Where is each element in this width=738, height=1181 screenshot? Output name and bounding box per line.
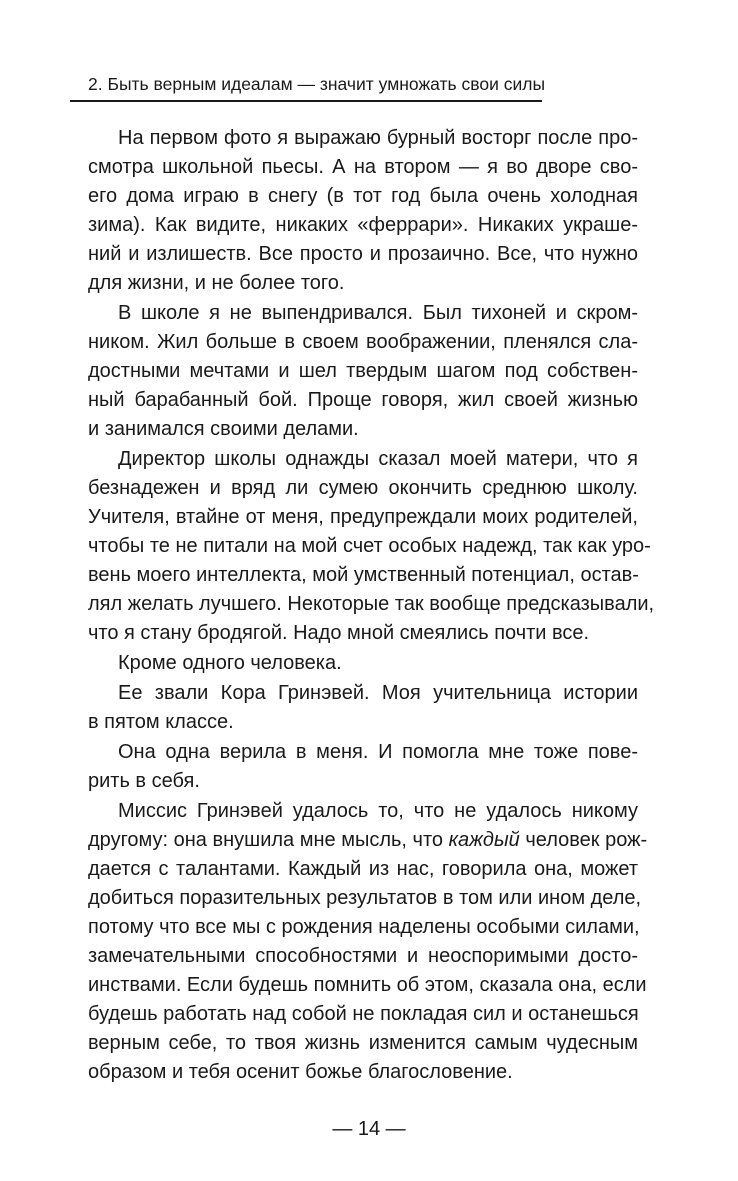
text-line: для жизни, и не более того. (88, 272, 345, 294)
text-line: Миссис Гринэвей удалось то, что не удалось никому (118, 800, 638, 822)
text-line: будешь работать над собой не покладая сил и останешься (88, 1003, 639, 1025)
paragraph (88, 679, 638, 737)
text-line: ником. Жил больше в своем воображении, пленялся сла- (88, 331, 638, 353)
text-line: что я стану бродягой. Надо мной смеялись почти все. (88, 622, 590, 644)
paragraph (88, 124, 638, 298)
text-line: вень моего интеллекта, мой умственный потенциал, остав- (88, 564, 639, 586)
text-line: инствами. Если будешь помнить об этом, сказала она, если (88, 974, 647, 996)
text-line: зима). Как видите, никаких «феррари». Никаких украше- (88, 214, 638, 236)
paragraph (88, 797, 648, 1087)
text-line: замечательными способностями и неоспоримыми досто- (88, 945, 638, 967)
text-line: рить в себя. (88, 770, 200, 792)
text-line: ний и излишеств. Все просто и прозаично. Все, что нужно (88, 243, 638, 265)
text-line: его дома играю в снегу (в тот год была очень холодная (88, 185, 638, 207)
text-line: в пятом классе. (88, 711, 234, 733)
text-line: и занимался своими делами. (88, 418, 359, 440)
text-line: лял желать лучшего. Некоторые так вообще предсказывали, (88, 593, 655, 615)
text-line: безнадежен и вряд ли сумею окончить среднюю школу. (88, 477, 638, 499)
text-line: достными мечтами и шел твердым шагом под собствен- (88, 360, 638, 382)
text-line: смотра школьной пьесы. А на втором — я во дворе сво- (88, 156, 638, 178)
text-line: дается с талантами. Каждый из нас, говорила она, может (88, 858, 638, 880)
body-text (88, 124, 655, 1088)
text-line: Учителя, втайне от меня, предупреждали моих родителей, (88, 506, 638, 528)
text-line: добиться поразительных результатов в том или ином деле, (88, 887, 642, 909)
text-line: На первом фото я выражаю бурный восторг после про- (118, 127, 638, 149)
text-line: Ее звали Кора Гринэвей. Моя учительница истории (118, 682, 638, 704)
paragraph (88, 299, 638, 444)
text-line: Кроме одного человека. (118, 652, 342, 674)
running-title: 2. Быть верным идеалам — значит умножать свои силы (88, 74, 546, 94)
text-line: верным себе, то твоя жизнь изменится самым чудесным (88, 1032, 638, 1054)
text-line: Директор школы однажды сказал моей матери, что я (118, 448, 638, 470)
paragraph (88, 649, 638, 678)
text-line: В школе я не выпендривался. Был тихоней и скром- (118, 302, 638, 324)
page-number: — 14 — (332, 1118, 406, 1140)
text-line: Она одна верила в меня. И помогла мне тоже пове- (118, 741, 638, 763)
text-line: образом и тебя осенит божье благословение. (88, 1061, 513, 1083)
text-line-with-emphasis: другому: она внушила мне мысль, что каждый человек рож- (88, 829, 648, 851)
text-line: потому что все мы с рождения наделены особыми силами, (88, 916, 640, 938)
text-line: чтобы те не питали на мой счет особых надежд, так как уро- (88, 535, 651, 557)
emphasized-word: каждый (448, 829, 520, 851)
header-rule (70, 100, 542, 102)
paragraph (88, 738, 638, 796)
paragraph (88, 445, 655, 648)
text-line: ный барабанный бой. Проще говоря, жил своей жизнью (88, 389, 638, 411)
